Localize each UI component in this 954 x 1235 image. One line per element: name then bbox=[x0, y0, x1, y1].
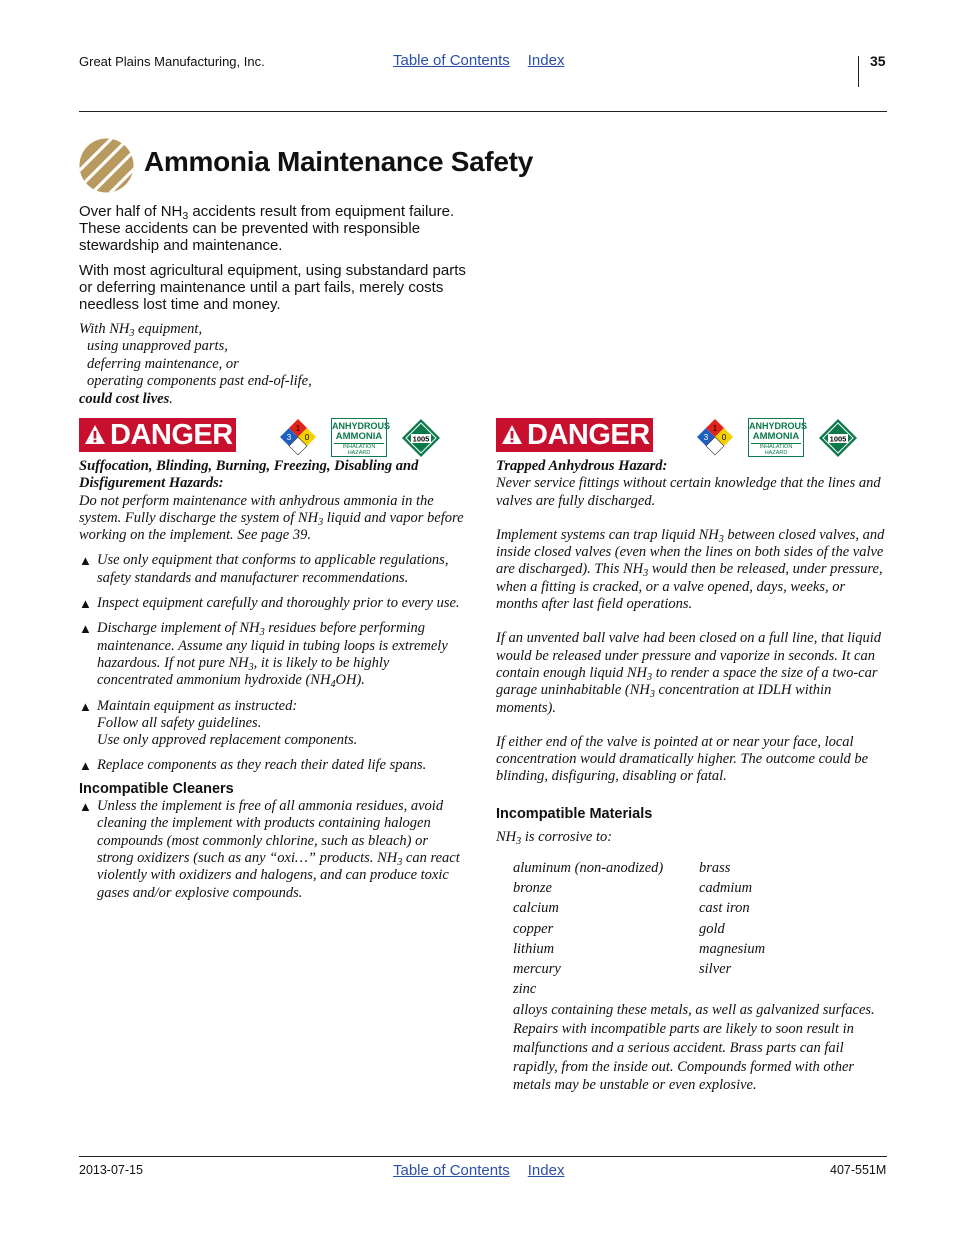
paragraph: Never service fittings without certain knowledge that the lines and valves are fully discharged. bbox=[496, 475, 881, 509]
corrosive-intro: $NH_3$ is corrosive to: bbox=[496, 829, 613, 848]
warning-triangle-icon bbox=[84, 424, 106, 446]
bullet-triangle-icon: ▲ bbox=[79, 758, 92, 774]
anhydrous-ammonia-label: ANHYDROUS AMMONIA INHALATION HAZARD bbox=[748, 418, 804, 457]
svg-text:1005: 1005 bbox=[829, 434, 847, 444]
index-link[interactable]: Index bbox=[527, 52, 565, 69]
header-rule bbox=[79, 111, 887, 112]
svg-text:3: 3 bbox=[703, 433, 709, 442]
nfpa-diamond-icon bbox=[696, 418, 734, 456]
list-item: ▲ Use only equipment that conforms to applicable regulations, safety standards and manufacturer recommendations. bbox=[79, 552, 449, 586]
footer-rule bbox=[79, 1156, 887, 1157]
bullet-triangle-icon: ▲ bbox=[79, 799, 92, 815]
warning-verse: With $NH_3$ equipment, using unapproved parts, deferring maintenance, or operating components past end-of-life, could cost lives. bbox=[79, 321, 312, 407]
list-item: ▲ Unless the implement is free of all ammonia residues, avoid cleaning the implement with products containing halogen compounds (most commonly chlorine, such as bleach) or strong oxidizers (such as any “oxi…” products. $NH_3$ can react violently with oxidizers and halogens, and can produce toxic gases and/or explosive compounds. bbox=[79, 798, 460, 901]
list-item: ▲ Maintain equipment as instructed: Follow all safety guidelines. Use only approved replacement components. bbox=[79, 697, 358, 749]
right-column bbox=[496, 458, 886, 846]
list-item: ▲ Discharge implement of $NH_3$ residues before performing maintenance. Assume any liquid in tubing loops is extremely hazardous. If not pure $NH_3$, it is likely to be highly concentrated ammonium hydroxide $(NH_4OH)$. bbox=[79, 620, 448, 691]
list-item: mercury silver bbox=[513, 960, 732, 977]
hazard-title: Suffocation, Blinding, Burning, Freezing, Disabling and Disfigurement Hazards: bbox=[79, 458, 419, 492]
svg-text:1: 1 bbox=[712, 424, 718, 433]
bullet-triangle-icon: ▲ bbox=[79, 596, 92, 612]
list-item: ▲ Inspect equipment carefully and thoroughly prior to every use. bbox=[79, 595, 460, 612]
materials-heading: Incompatible Materials bbox=[496, 805, 653, 822]
un-placard-icon bbox=[401, 418, 441, 458]
un-placard-icon bbox=[818, 418, 858, 458]
hazard-text: Do not perform maintenance with anhydrous ammonia in the system. Fully discharge the system of $NH_3$ liquid and vapor before working on the implement. See page 39. bbox=[79, 492, 464, 544]
danger-badge: DANGER bbox=[496, 418, 653, 452]
intro-paragraph-2: With most agricultural equipment, using substandard parts or deferring maintenance until a part fails, merely costs needless lost time and money. bbox=[79, 262, 466, 313]
danger-banner-left bbox=[79, 418, 449, 458]
company-name: Great Plains Manufacturing, Inc. bbox=[79, 54, 265, 69]
list-item: ▲ Replace components as they reach their dated life spans. bbox=[79, 757, 427, 774]
header-nav bbox=[393, 52, 578, 70]
svg-text:0: 0 bbox=[721, 433, 727, 442]
anhydrous-ammonia-label: ANHYDROUS AMMONIA INHALATION HAZARD bbox=[331, 418, 387, 457]
footer-date: 2013-07-15 bbox=[79, 1163, 143, 1177]
document-number: 407-551M bbox=[830, 1163, 887, 1177]
svg-text:1005: 1005 bbox=[412, 434, 430, 444]
svg-text:0: 0 bbox=[304, 433, 310, 442]
left-column bbox=[79, 458, 464, 902]
paragraph: If either end of the valve is pointed at or near your face, local concentration would dramatically higher. The outcome could be blinding, disfiguring, disabling or fatal. bbox=[496, 733, 869, 785]
paragraph: If an unvented ball valve had been closed on a full line, that liquid would be released under pressure and vaporize in seconds. It can contain enough liquid $NH_3$ to render a space the size of a two-car garage uninhabitable ($NH_3$ concentration at IDLH within moments). bbox=[496, 630, 881, 716]
svg-text:1: 1 bbox=[295, 424, 301, 433]
bullet-triangle-icon: ▲ bbox=[79, 553, 92, 569]
alloys-note: alloys containing these metals, as well as galvanized surfaces. bbox=[513, 1002, 875, 1019]
great-plains-logo-icon bbox=[78, 137, 135, 194]
list-item: copper gold bbox=[513, 920, 725, 937]
materials-list bbox=[513, 860, 885, 1095]
danger-banner-right bbox=[496, 418, 866, 458]
list-item: calcium cast iron bbox=[513, 900, 750, 917]
index-link[interactable]: Index bbox=[527, 1162, 565, 1179]
page-number: 35 bbox=[870, 53, 886, 69]
list-item: zinc bbox=[513, 981, 537, 998]
warning-triangle-icon bbox=[501, 424, 523, 446]
header-divider bbox=[858, 56, 859, 87]
repairs-note: Repairs with incompatible parts are likely to soon result in malfunctions and a serious accident. Brass parts can fail rapidly, from the inside out. Compounds formed with other metals may be unstable or even explosive. bbox=[513, 1021, 855, 1094]
nfpa-diamond-icon bbox=[279, 418, 317, 456]
hazard-title: Trapped Anhydrous Hazard: bbox=[496, 458, 668, 474]
list-item: aluminum (non-anodized) brass bbox=[513, 860, 731, 876]
toc-link[interactable]: Table of Contents bbox=[393, 1162, 510, 1179]
list-item: lithium magnesium bbox=[513, 940, 766, 957]
toc-link[interactable]: Table of Contents bbox=[393, 52, 510, 69]
paragraph: Implement systems can trap liquid $NH_3$ between closed valves, and inside closed valves (even when the lines on both sides of the valve are discharged). This $NH_3$ would then be released, under pressure, when a fitting is cracked, or a valve opened, days, weeks, or months after last field operations. bbox=[496, 526, 885, 613]
danger-badge: DANGER bbox=[79, 418, 236, 452]
bullet-triangle-icon: ▲ bbox=[79, 621, 92, 637]
svg-text:3: 3 bbox=[286, 433, 292, 442]
bullet-triangle-icon: ▲ bbox=[79, 698, 92, 714]
page-title: Ammonia Maintenance Safety bbox=[144, 146, 533, 177]
list-item: bronze cadmium bbox=[513, 880, 753, 897]
intro-paragraph-1: Over half of $NH_3$ accidents result from equipment failure. These accidents can be prevented with responsible stewardship and maintenance. bbox=[79, 203, 455, 254]
cleaners-heading: Incompatible Cleaners bbox=[79, 780, 234, 797]
footer-nav bbox=[393, 1162, 578, 1180]
